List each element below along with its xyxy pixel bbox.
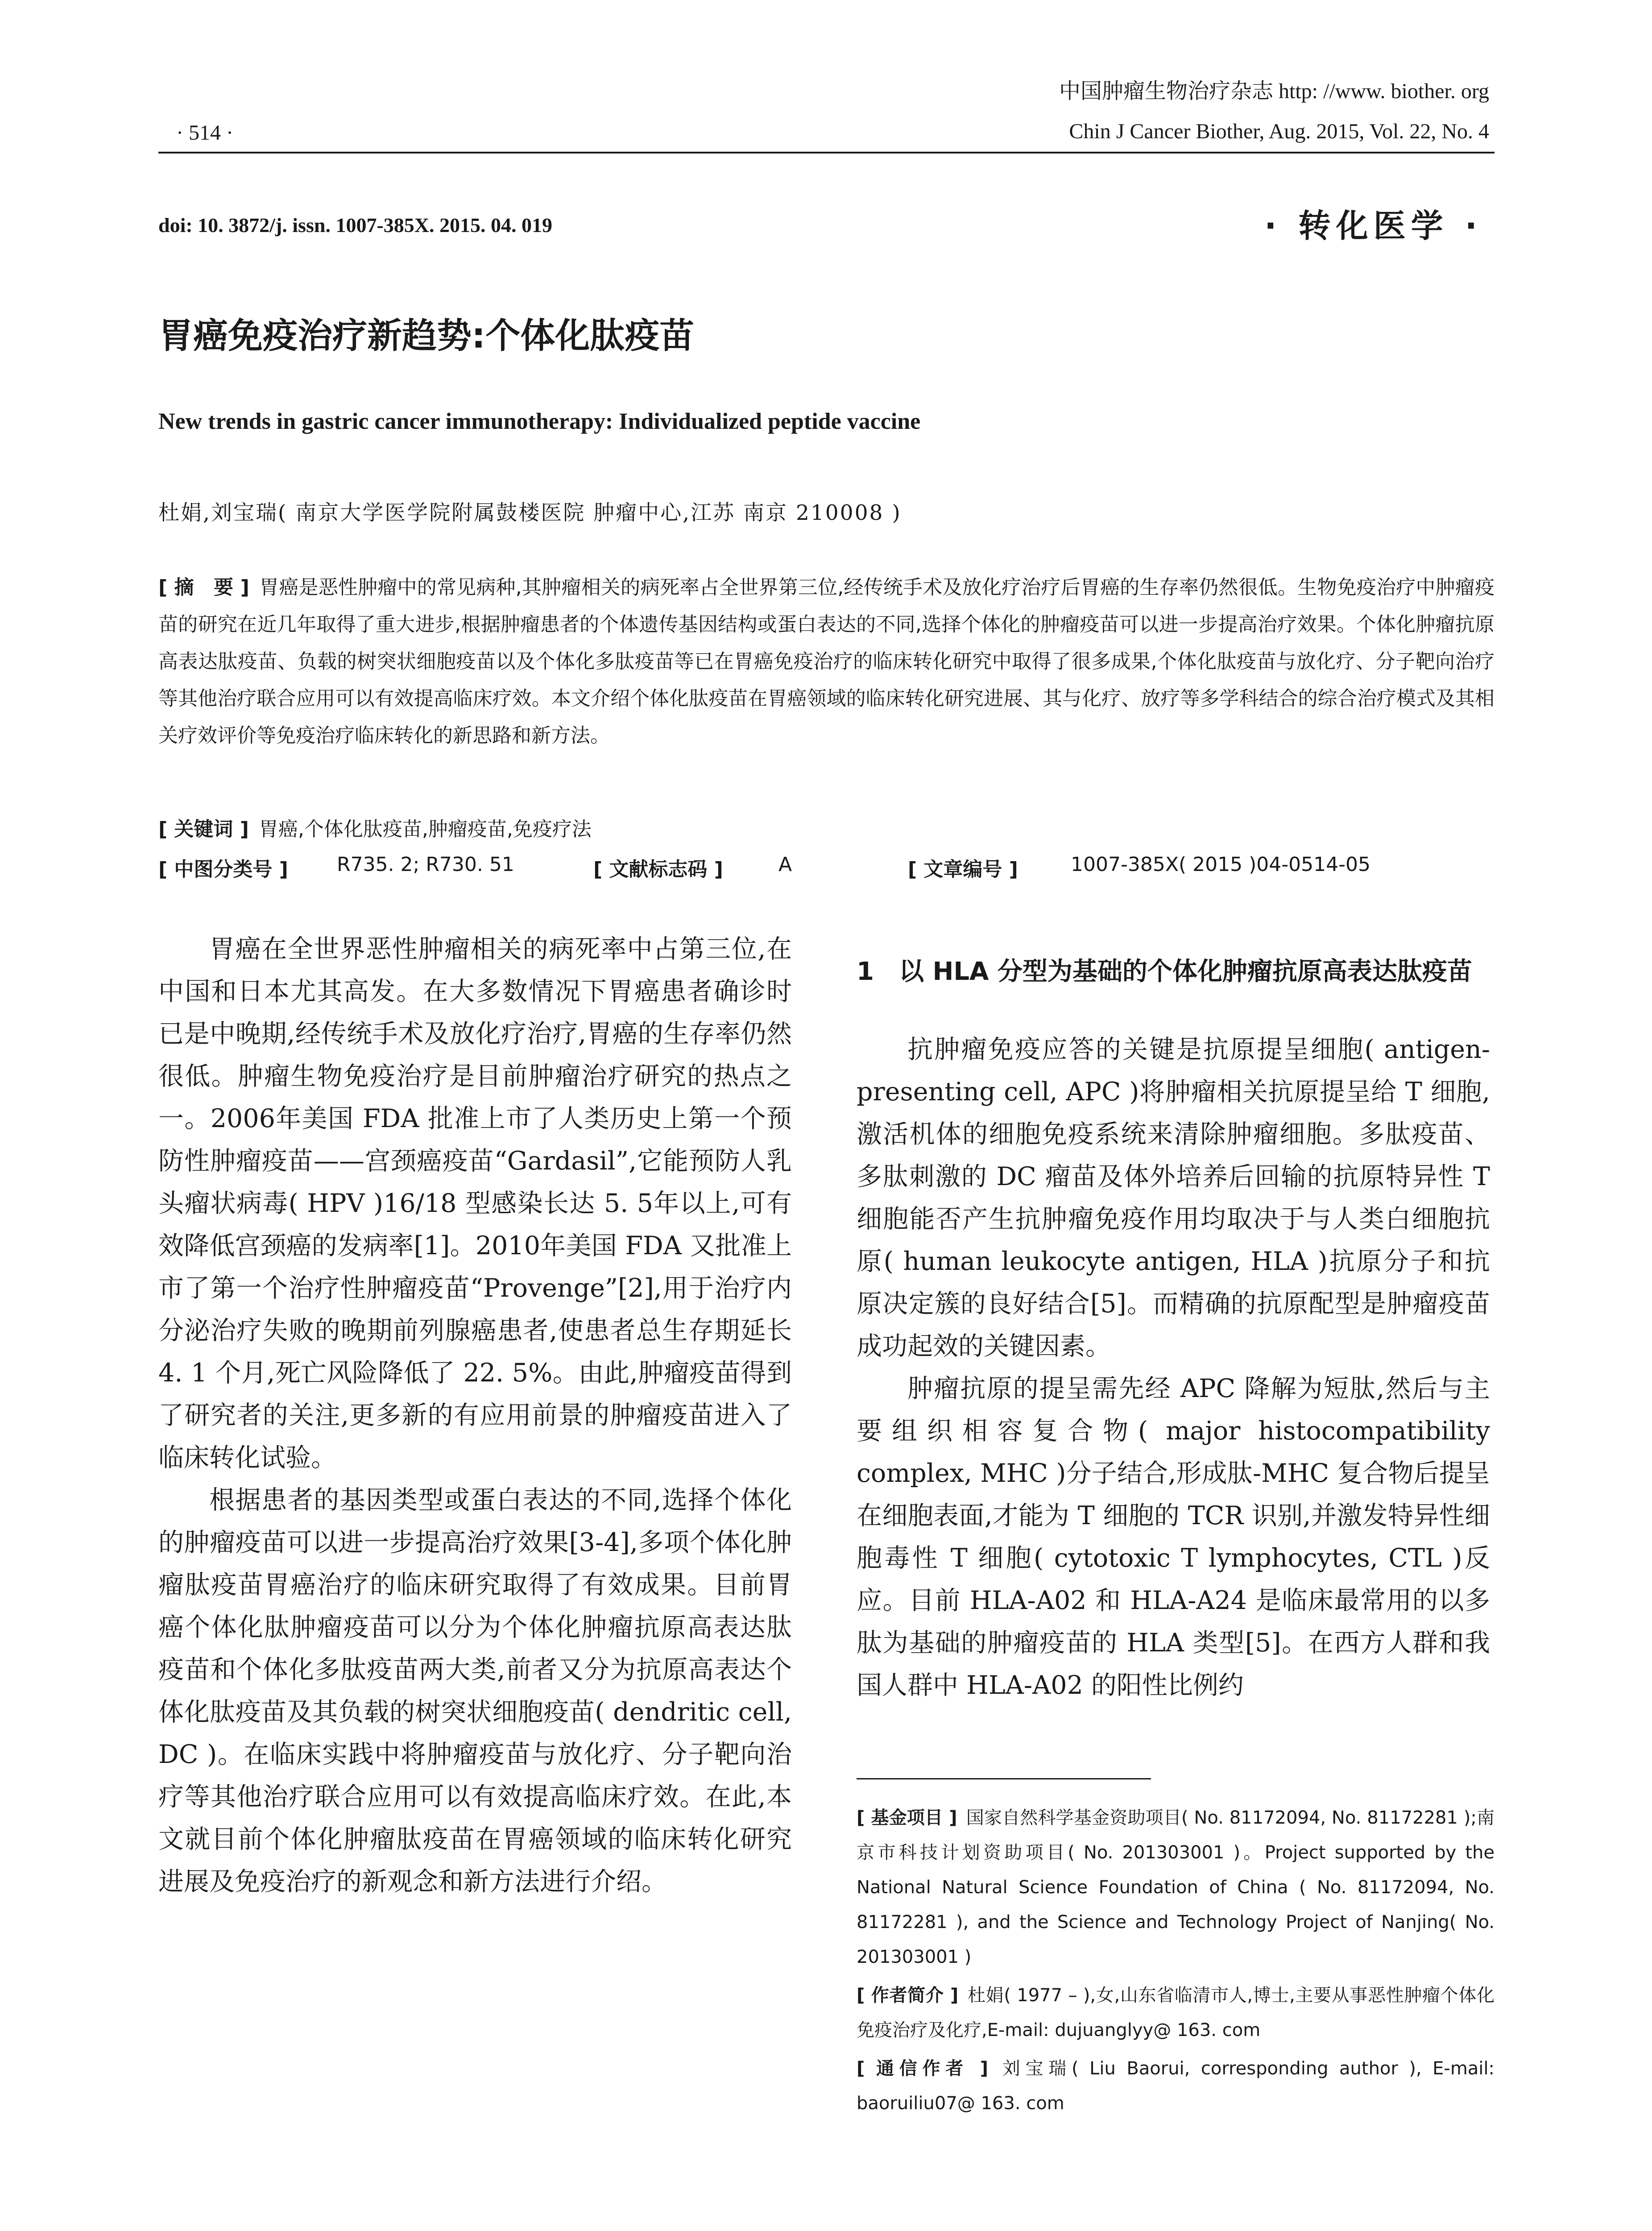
body-paragraph: 抗肿瘤免疫应答的关键是抗原提呈细胞( antigen-presenting cell, APC )将肿瘤相关抗原提呈给 T 细胞,激活机体的细胞免疫系统来清除肿瘤细胞。多肽疫苗、多肽刺激的 DC 瘤苗及体外培养后回输的抗原特异性 T 细胞能否产生抗肿瘤免疫作用均取决于与人类白细胞抗原( human leukocyte antigen, HLA )抗原分子和抗原决定簇的良好结合[5]。而精确的抗原配型是肿瘤疫苗成功起效的关键因素。 xyxy=(857,1035,1490,1361)
article-no-value: 1007-385X( 2015 )04-0514-05 xyxy=(1071,853,1370,876)
article-title-cn: 胃癌免疫治疗新趋势:个体化肽疫苗 xyxy=(158,316,695,356)
section-heading: 1 以 HLA 分型为基础的个体化肿瘤抗原高表达肽疫苗 xyxy=(857,957,1472,986)
keywords-text: 胃癌,个体化肽疫苗,肿瘤疫苗,免疫疗法 xyxy=(258,818,592,841)
abstract-text: 胃癌是恶性肿瘤中的常见病种,其肿瘤相关的病死率占全世界第三位,经传统手术及放化疗治疗后胃癌的生存率仍然很低。生物免疫治疗中肿瘤疫苗的研究在近几年取得了重大进步,根据肿瘤患者的个体遗传基因结构或蛋白表达的不同,选择个体化的肿瘤疫苗可以进一步提高治疗效果。个体化肿瘤抗原高表达肽疫苗、负载的树突状细胞疫苗以及个体化多肽疫苗等已在胃癌免疫治疗的临床转化研究中取得了很多成果,个体化肽疫苗与放化疗、分子靶向治疗等其他治疗联合应用可以有效提高临床疗效。本文介绍个体化肽疫苗在胃癌领域的临床转化研究进展、其与化疗、放疗等多学科结合的综合治疗模式及其相关疗效评价等免疫治疗临床转化的新思路和新方法。 xyxy=(158,576,1495,747)
journal-header xyxy=(1059,71,1489,152)
article-title-en: New trends in gastric cancer immunotherapy: Individualized peptide vaccine xyxy=(158,409,921,434)
column-tag: · 转化医学 · xyxy=(1264,207,1482,245)
journal-en-line: Chin J Cancer Biother, Aug. 2015, Vol. 22, No. 4 xyxy=(1069,120,1489,143)
funding-label: [ 基金项目 ] xyxy=(857,1808,957,1828)
footnote-funding xyxy=(857,1800,1495,1974)
doc-code-label: [ 文献标志码 ] xyxy=(593,858,723,881)
footnotes xyxy=(857,1800,1495,2124)
footnote-rule xyxy=(857,1778,1151,1779)
corr-text: 刘宝瑞( Liu Baorui, corresponding author ), E-mail: baoruiliu07@ 163. com xyxy=(857,2058,1495,2114)
bio-text: 杜娟( 1977 – ),女,山东省临清市人,博士,主要从事恶性肿瘤个体化免疫治疗及化疗,E-mail: dujuanglyy@ 163. com xyxy=(857,1985,1495,2040)
body-paragraph: 胃癌在全世界恶性肿瘤相关的病死率中占第三位,在中国和日本尤其高发。在大多数情况下胃癌患者确诊时已是中晚期,经传统手术及放化疗治疗,胃癌的生存率仍然很低。肿瘤生物免疫治疗是目前肿瘤治疗研究的热点之一。2006年美国 FDA 批准上市了人类历史上第一个预防性肿瘤疫苗——宫颈癌疫苗“Gardasil”,它能预防人乳头瘤状病毒( HPV )16/18 型感染长达 5. 5年以上,可有效降低宫颈癌的发病率[1]。2010年美国 FDA 又批准上市了第一个治疗性肿瘤疫苗“Provenge”[2],用于治疗内分泌治疗失败的晚期前列腺癌患者,使患者总生存期延长 4. 1 个月,死亡风险降低了 22. 5%。由此,肿瘤疫苗得到了研究者的关注,更多新的有应用前景的肿瘤疫苗进入了临床转化试验。 xyxy=(158,934,792,1472)
doc-code-value: A xyxy=(778,853,792,876)
keywords xyxy=(158,813,592,842)
keywords-label: [ 关键词 ] xyxy=(158,818,249,841)
abstract xyxy=(158,569,1495,754)
footnote-corresponding xyxy=(857,2051,1495,2121)
bio-label: [ 作者简介 ] xyxy=(857,1985,959,2006)
body-left-column xyxy=(158,928,792,1903)
classification-row xyxy=(158,853,1495,884)
footnote-author-bio xyxy=(857,1978,1495,2048)
clc-label: [ 中图分类号 ] xyxy=(158,858,288,881)
corr-label: [ 通信作者 ] xyxy=(857,2058,988,2079)
doi: doi: 10. 3872/j. issn. 1007-385X. 2015. 04. 019 xyxy=(158,214,552,236)
funding-text: 国家自然科学基金资助项目( No. 81172094, No. 81172281 );南京市科技计划资助项目( No. 201303001 )。Project supported by the National Natural Science Foundation of China ( No. 81172094, No. 81172281 ), and the Science and Technology Project of Nanjing( No. 201303001 ) xyxy=(857,1808,1495,1967)
journal-cn-line: 中国肿瘤生物治疗杂志 http: //www. biother. org xyxy=(1059,79,1489,103)
article-no-label: [ 文章编号 ] xyxy=(908,858,1018,881)
authors: 杜娟,刘宝瑞( 南京大学医学院附属鼓楼医院 肿瘤中心,江苏 南京 210008 ) xyxy=(158,501,902,525)
page-number: · 514 · xyxy=(176,121,233,145)
abstract-label: [ 摘 要 ] xyxy=(158,576,249,599)
body-right-column xyxy=(857,928,1490,1707)
body-paragraph: 根据患者的基因类型或蛋白表达的不同,选择个体化的肿瘤疫苗可以进一步提高治疗效果[3-4],多项个体化肿瘤肽疫苗胃癌治疗的临床研究取得了有效成果。目前胃癌个体化肽肿瘤疫苗可以分为个体化肿瘤抗原高表达肽疫苗和个体化多肽疫苗两大类,前者又分为抗原高表达个体化肽疫苗及其负载的树突状细胞疫苗( dendritic cell, DC )。在临床实践中将肿瘤疫苗与放化疗、分子靶向治疗等其他治疗联合应用可以有效提高临床疗效。在此,本文就目前个体化肿瘤肽疫苗在胃癌领域的临床转化研究进展及免疫治疗的新观念和新方法进行介绍。 xyxy=(158,1485,792,1896)
header-rule xyxy=(158,152,1495,153)
body-paragraph: 肿瘤抗原的提呈需先经 APC 降解为短肽,然后与主要组织相容复合物( major histocompatibility complex, MHC )分子结合,形成肽-MHC 复合物后提呈在细胞表面,才能为 T 细胞的 TCR 识别,并激发特异性细胞毒性 T 细胞( cytotoxic T lymphocytes, CTL )反应。目前 HLA-A02 和 HLA-A24 是临床最常用的以多肽为基础的肿瘤疫苗的 HLA 类型[5]。在西方人群和我国人群中 HLA-A02 的阳性比例约 xyxy=(857,1374,1490,1700)
clc-value: R735. 2; R730. 51 xyxy=(337,853,514,876)
